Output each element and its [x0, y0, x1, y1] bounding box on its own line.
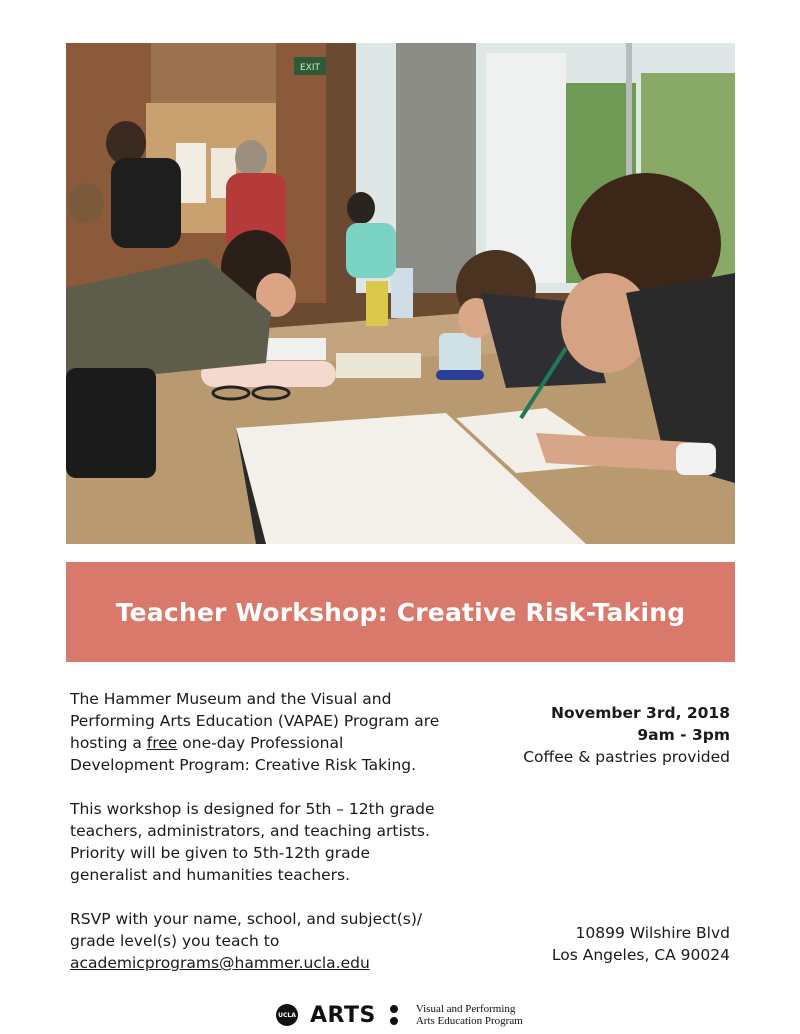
rsvp-email-link[interactable]: academicprograms@hammer.ucla.edu	[70, 954, 370, 972]
title-banner	[66, 562, 735, 662]
event-details	[523, 702, 730, 768]
address-line-1: 10899 Wilshire Blvd	[575, 924, 730, 942]
free-text: free	[146, 734, 178, 752]
workshop-photo	[66, 43, 735, 544]
workshop-title: Teacher Workshop: Creative Risk-Taking	[115, 597, 686, 627]
event-amenities: Coffee & pastries provided	[523, 748, 730, 766]
program-name: Visual and Performing Arts Education Program	[415, 1003, 523, 1027]
rsvp-text: RSVP with your name, school, and subject(s)/ grade level(s) you teach to	[70, 910, 423, 950]
exit-sign-text: EXIT	[299, 63, 321, 73]
rsvp-paragraph	[70, 908, 450, 974]
audience-paragraph: This workshop is designed for 5th – 12th grade teachers, administrators, and teaching artists. Priority will be given to 5th-12th grade generalist and humanities teachers.	[70, 800, 435, 884]
footer-logo	[276, 998, 523, 1032]
description-column	[70, 688, 450, 974]
arts-wordmark: ARTS	[310, 1002, 376, 1028]
event-address	[552, 922, 730, 966]
colon-dots-icon	[390, 1005, 398, 1025]
address-line-2: Los Angeles, CA 90024	[551, 946, 730, 964]
event-date: November 3rd, 2018	[551, 704, 730, 722]
intro-paragraph: The Hammer Museum and the Visual and Performing Arts Education (VAPAE) Program are hosting a free one-day Professional Development Program: Creative Risk Taking.	[70, 690, 440, 774]
event-time: 9am - 3pm	[637, 726, 730, 744]
ucla-logo-icon: UCLA	[276, 1004, 298, 1026]
